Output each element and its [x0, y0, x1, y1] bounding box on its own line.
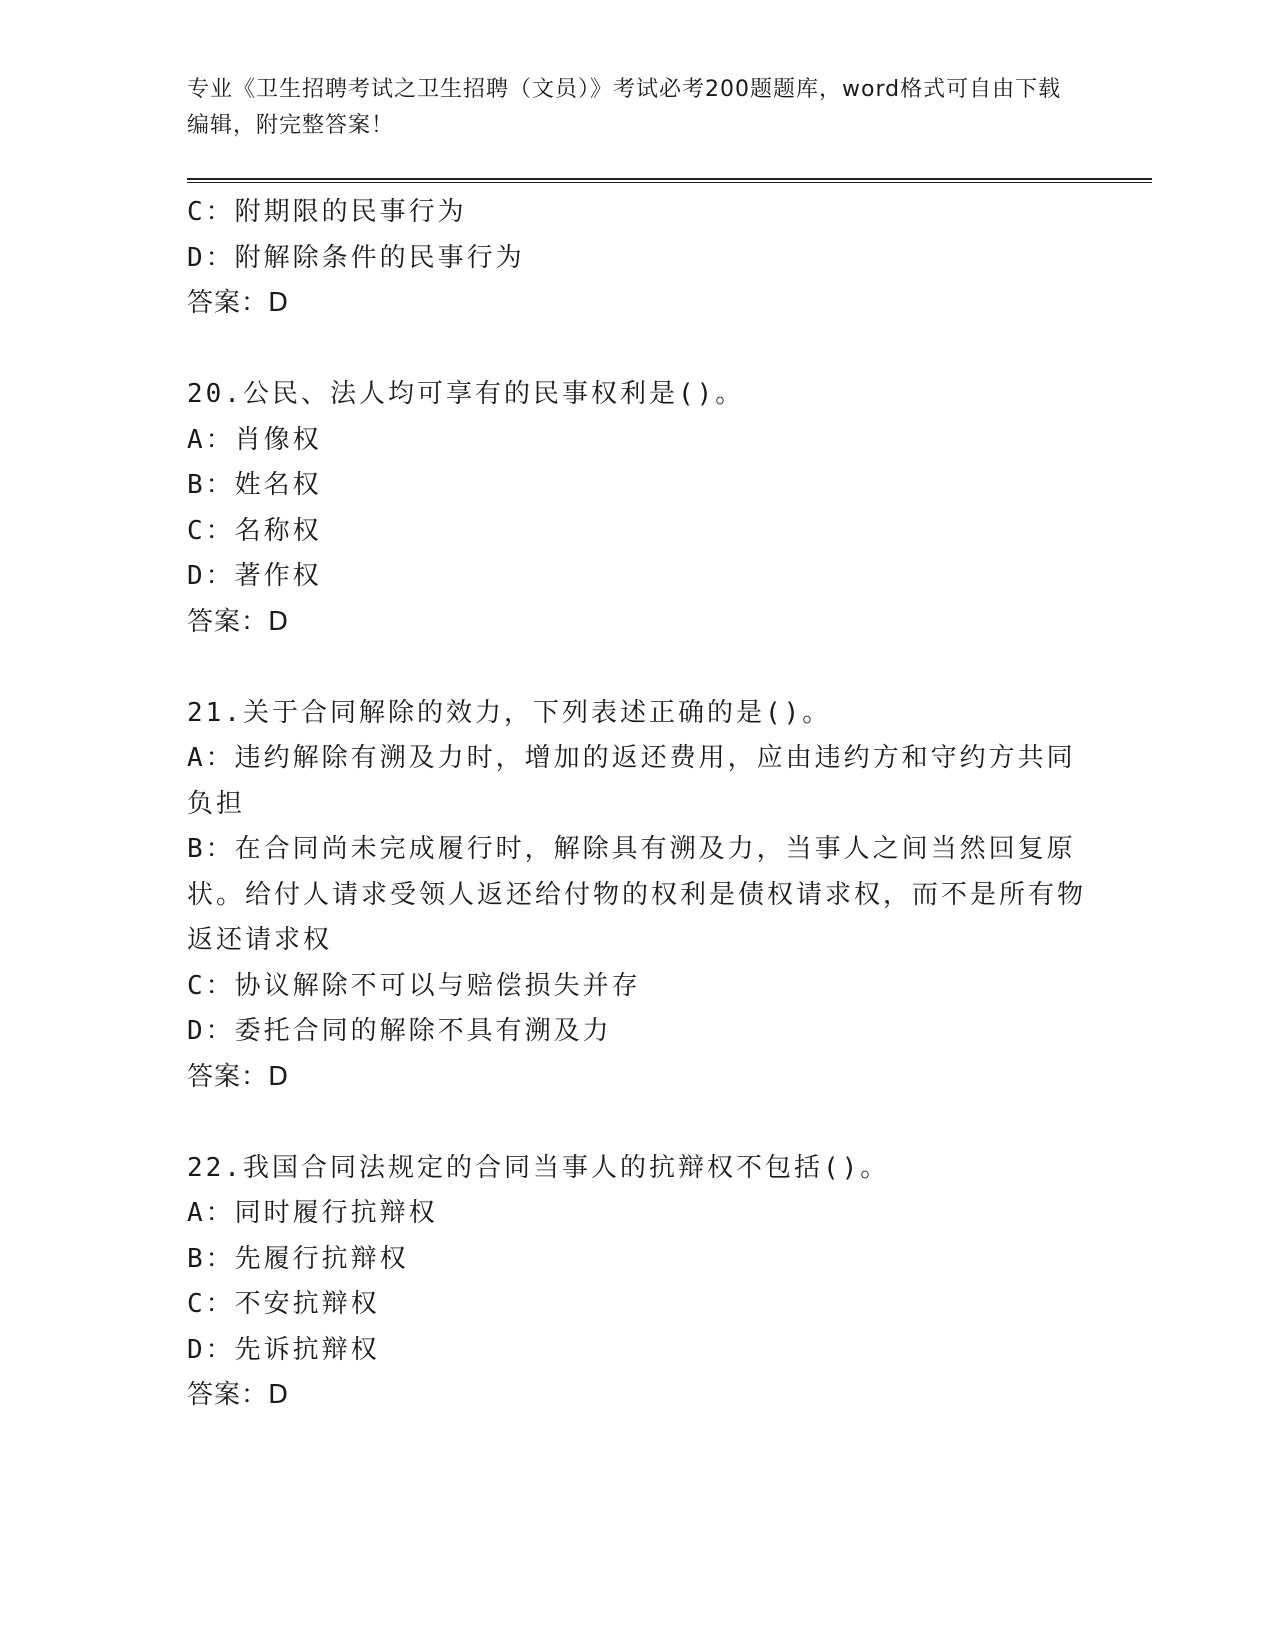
question-stem: 22.我国合同法规定的合同当事人的抗辩权不包括()。 [187, 1152, 890, 1183]
option-d: D：委托合同的解除不具有溯及力 [187, 1016, 612, 1046]
question-block-prev [187, 190, 1087, 327]
option-c: C：协议解除不可以与赔偿损失并存 [187, 970, 641, 1001]
option-b: B：在合同尚未完成履行时，解除具有溯及力，当事人之间当然回复原状。给付人请求受领人返还给付物的权利是债权请求权，而不是所有物返还请求权 [187, 834, 1087, 955]
spacer [187, 327, 1087, 373]
page-header: 专业《卫生招聘考试之卫生招聘（文员）》考试必考200题题库，word格式可自由下载编辑，附完整答案！ [187, 77, 1062, 138]
option-a: A：肖像权 [187, 424, 322, 455]
option-b: B：先履行抗辩权 [187, 1243, 409, 1274]
question-block-21 [187, 691, 1087, 1101]
question-stem: 20.公民、法人均可享有的民事权利是()。 [187, 379, 745, 409]
option-c: C：附期限的民事行为 [187, 197, 467, 227]
question-block-20 [187, 372, 1087, 645]
option-c: C：名称权 [187, 515, 322, 546]
option-d: D：著作权 [187, 561, 322, 591]
spacer [187, 1100, 1087, 1146]
option-b: B：姓名权 [187, 470, 322, 500]
question-block-22 [187, 1146, 1087, 1419]
answer-line: 答案：D [187, 606, 290, 637]
header-divider [187, 178, 1152, 183]
answer-line: 答案：D [187, 288, 290, 318]
document-body [187, 190, 1087, 1419]
option-a: A：同时履行抗辩权 [187, 1198, 438, 1228]
option-d: D：附解除条件的民事行为 [187, 242, 525, 273]
option-d: D：先诉抗辩权 [187, 1334, 380, 1365]
spacer [187, 645, 1087, 691]
answer-line: 答案：D [187, 1380, 290, 1410]
question-stem: 21.关于合同解除的效力，下列表述正确的是()。 [187, 697, 832, 728]
answer-line: 答案：D [187, 1061, 290, 1092]
option-c: C：不安抗辩权 [187, 1289, 380, 1319]
option-a: A：违约解除有溯及力时，增加的返还费用，应由违约方和守约方共同负担 [187, 743, 1076, 819]
